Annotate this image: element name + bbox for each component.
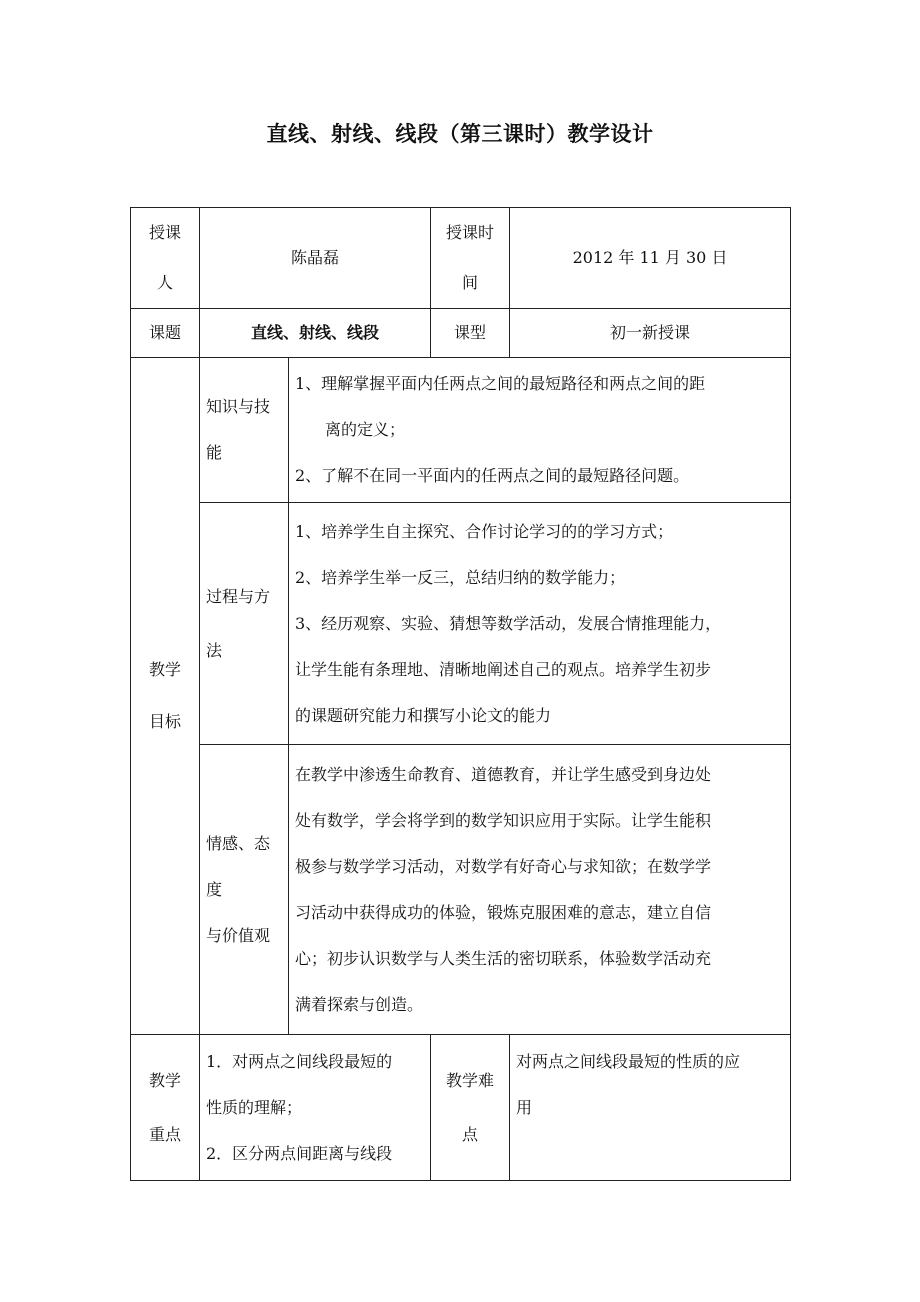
emotion-label-line-1: 情感、态	[206, 833, 271, 853]
knowledge-line-2: 离的定义；	[325, 420, 406, 439]
key-points-label-line-2: 重点	[148, 1124, 181, 1144]
date-cell	[510, 208, 791, 309]
key-points-line-2: 性质的理解；	[206, 1098, 303, 1117]
difficulty-line-1: 对两点之间线段最短的性质的应	[516, 1052, 741, 1071]
objectives-knowledge-row	[131, 358, 791, 503]
knowledge-content-cell	[289, 358, 791, 503]
knowledge-label-cell	[200, 358, 289, 503]
type-value-cell	[510, 309, 791, 358]
lesson-plan-table	[130, 207, 791, 1181]
emotion-label-line-2: 度	[206, 879, 223, 899]
key-points-line-3: 2．区分两点间距离与线段	[206, 1144, 393, 1163]
time-label-line-2: 间	[462, 273, 479, 292]
emotion-line-6: 满着探索与创造。	[295, 994, 424, 1014]
emotion-line-3: 极参与数学学习活动，对数学有好奇心与求知欲；在数学学	[295, 856, 712, 876]
teacher-name-cell	[200, 208, 431, 309]
knowledge-label-line-1: 知识与技	[206, 397, 271, 416]
teacher-label-line-2: 人	[156, 273, 173, 292]
header-row	[131, 208, 791, 309]
emotion-line-1: 在教学中渗透生命教育、道德教育，并让学生感受到身边处	[295, 764, 712, 784]
topic-row	[131, 309, 791, 358]
process-label-line-2: 法	[206, 640, 223, 660]
key-points-content-cell	[200, 1035, 431, 1181]
process-line-5: 的课题研究能力和撰写小论文的能力	[295, 705, 552, 725]
emotion-line-5: 心；初步认识数学与人类生活的密切联系，体验数学活动充	[295, 948, 712, 968]
process-line-4: 让学生能有条理地、清晰地阐述自己的观点。培养学生初步	[295, 659, 712, 679]
objectives-process-row	[131, 503, 791, 745]
teacher-name: 陈晶磊	[291, 248, 340, 267]
emotion-content-cell	[289, 745, 791, 1035]
lesson-date: 2012 年 11 月 30 日	[572, 248, 728, 267]
topic-label-cell	[131, 309, 200, 358]
time-label-cell	[431, 208, 510, 309]
key-points-label-cell	[131, 1035, 200, 1181]
knowledge-line-1: 1、理解掌握平面内任两点之间的最短路径和两点之间的距	[295, 374, 706, 393]
emotion-line-4: 习活动中获得成功的体验，锻炼克服困难的意志，建立自信	[295, 902, 712, 922]
objectives-label-line-1: 教学	[148, 660, 181, 679]
document-title: 直线、射线、线段（第三课时）教学设计	[266, 122, 654, 146]
time-label-line-1: 授课时	[446, 223, 495, 242]
emotion-label-line-3: 与价值观	[206, 925, 271, 945]
objectives-emotion-row	[131, 745, 791, 1035]
process-label-cell	[200, 503, 289, 745]
knowledge-label-line-2: 能	[206, 443, 223, 462]
objectives-label-cell	[131, 358, 200, 1035]
type-label-cell	[431, 309, 510, 358]
key-points-line-1: 1．对两点之间线段最短的	[206, 1052, 393, 1071]
knowledge-line-3: 2、了解不在同一平面内的任两点之间的最短路径问题。	[295, 466, 690, 485]
emotion-label-cell	[200, 745, 289, 1035]
type-value: 初一新授课	[610, 323, 691, 342]
difficulty-content-cell	[510, 1035, 791, 1181]
type-label: 课型	[454, 323, 487, 342]
topic-label: 课题	[148, 323, 181, 342]
difficulty-line-2: 用	[516, 1098, 533, 1117]
key-points-label-line-1: 教学	[148, 1070, 181, 1090]
topic-value: 直线、射线、线段	[251, 323, 380, 342]
process-line-2: 2、培养学生举一反三，总结归纳的数学能力；	[295, 567, 626, 587]
difficulty-label-line-1: 教学难	[446, 1070, 495, 1090]
difficulty-label-cell	[431, 1035, 510, 1181]
objectives-label-line-2: 目标	[148, 712, 181, 731]
teacher-label-line-1: 授课	[148, 223, 181, 242]
process-label-line-1: 过程与方	[206, 586, 271, 606]
process-content-cell	[289, 503, 791, 745]
process-line-3: 3、经历观察、实验、猜想等数学活动，发展合情推理能力，	[295, 613, 722, 633]
teacher-label-cell	[131, 208, 200, 309]
difficulty-label-line-2: 点	[462, 1124, 479, 1144]
emotion-line-2: 处有数学，学会将学到的数学知识应用于实际。让学生能积	[295, 810, 712, 830]
key-points-row	[131, 1035, 791, 1181]
topic-value-cell	[200, 309, 431, 358]
process-line-1: 1、培养学生自主探究、合作讨论学习的的学习方式；	[295, 521, 674, 541]
